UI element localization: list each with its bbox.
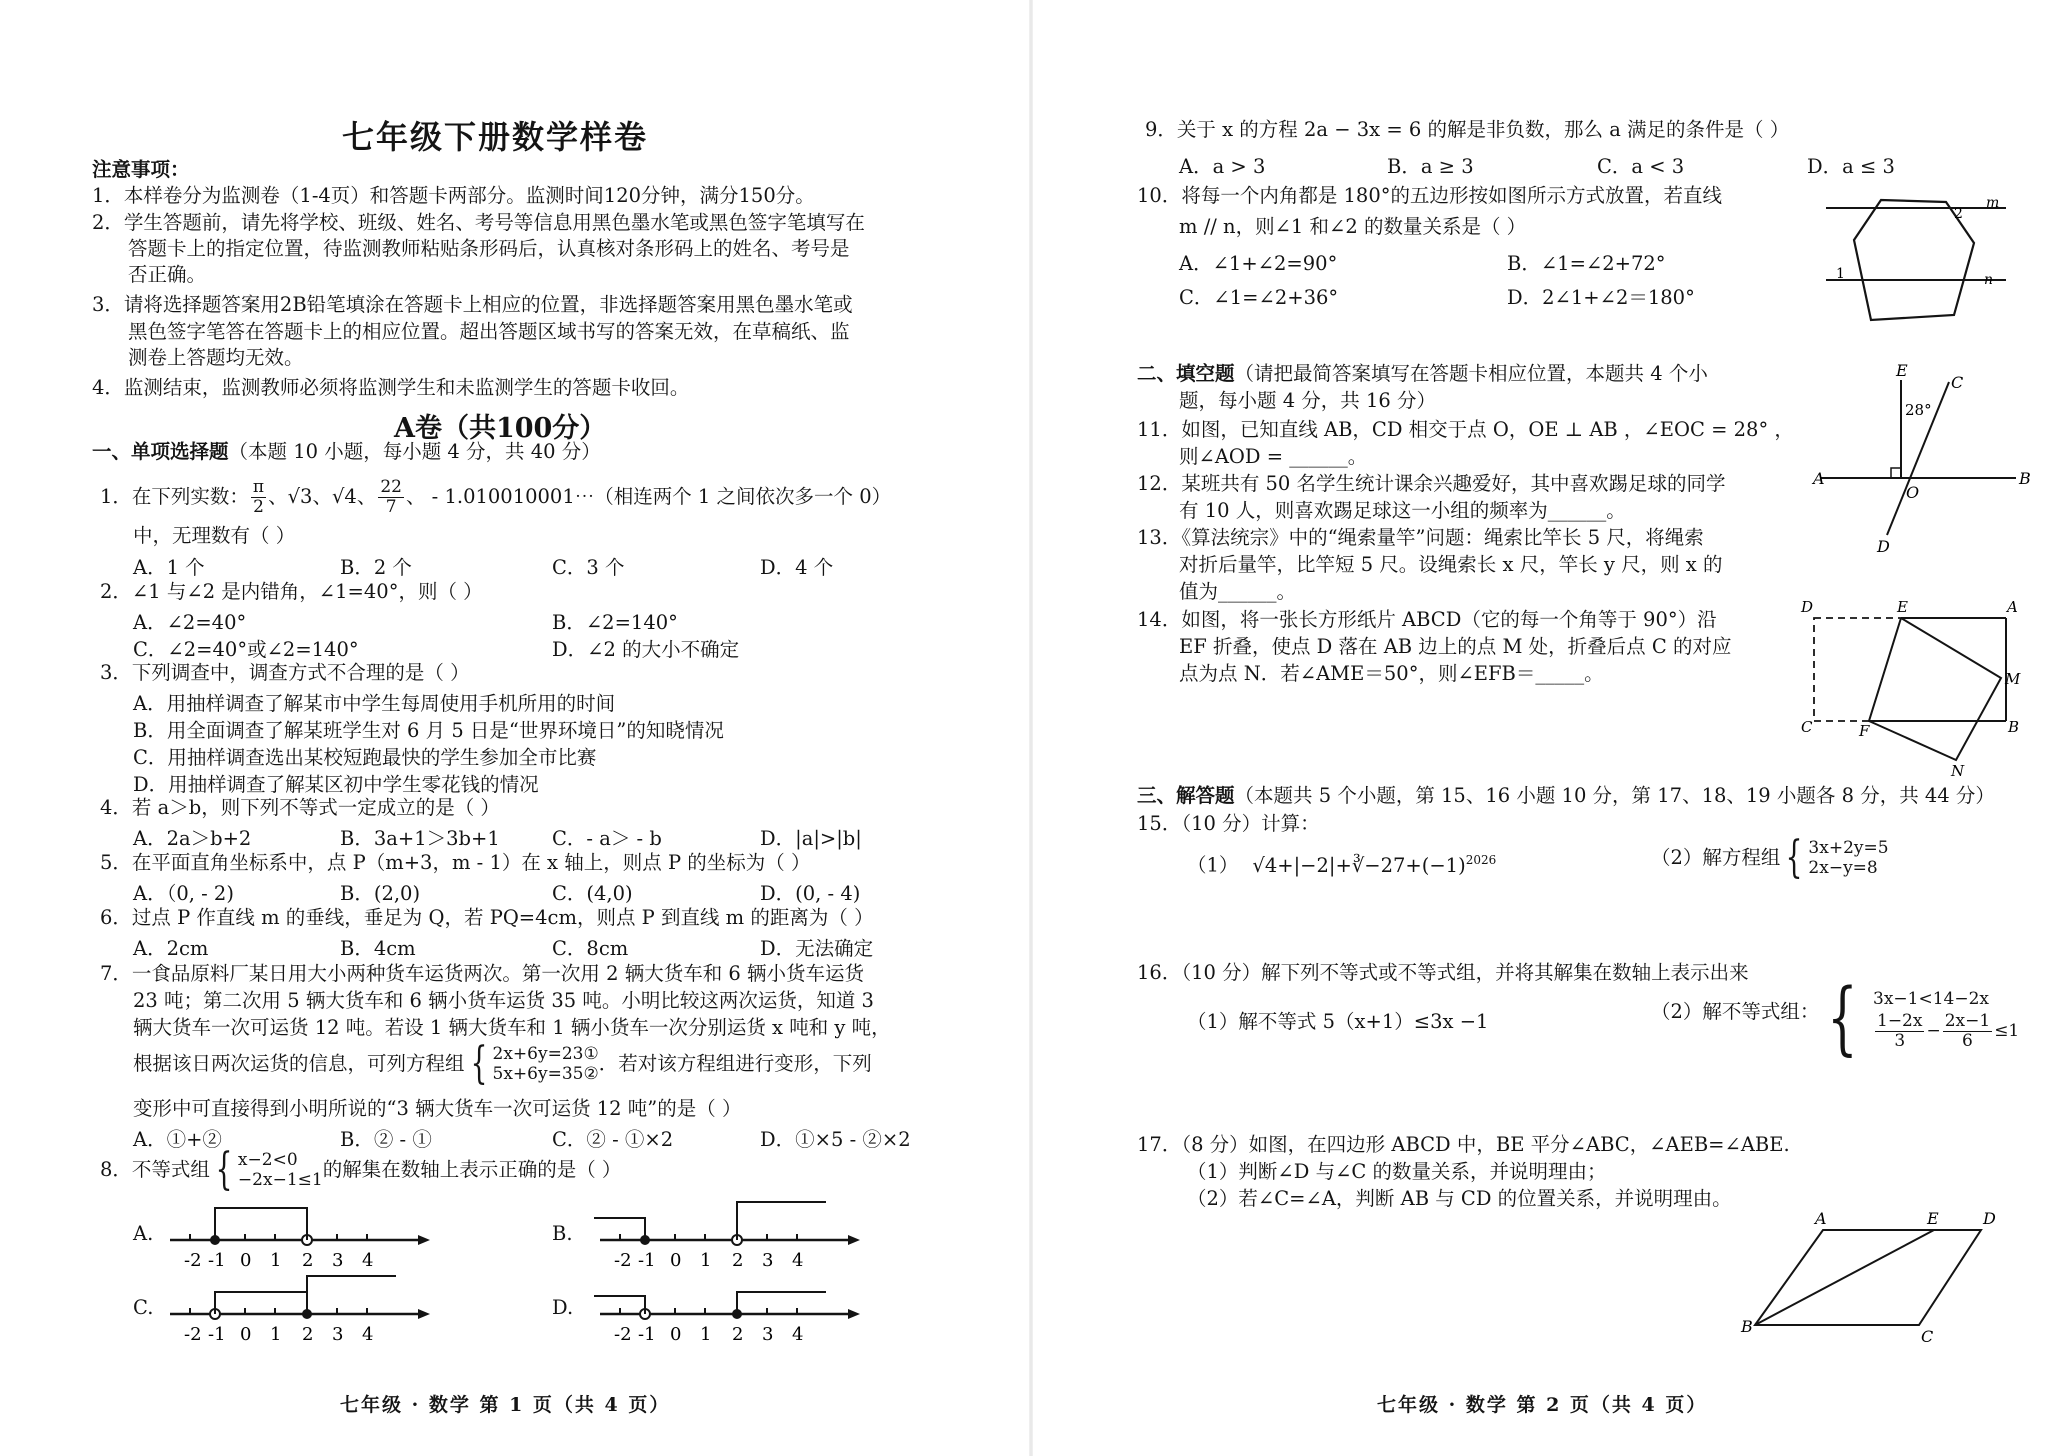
q1-prefix: 1．在下列实数： xyxy=(100,485,249,508)
tick-label: 0 xyxy=(240,1324,252,1345)
tick-label: -2 xyxy=(614,1250,632,1271)
q8-option-b-numberline xyxy=(590,1192,860,1272)
q7-line3: 辆大货车一次可运货 12 吨。若设 1 辆大货车和 1 辆小货车一次分别运货 x 吨和 y 吨， xyxy=(133,1016,891,1039)
q1-option-c: C．3 个 xyxy=(552,556,625,579)
q3-stem: 3．下列调查中，调查方式不合理的是（ ） xyxy=(100,661,470,684)
q16-frac1 xyxy=(1875,1012,1924,1051)
q8-ineq2: −2x−1≤1 xyxy=(237,1170,323,1190)
q6-option-c: C．8cm xyxy=(552,937,629,960)
q7-option-a: A．①+② xyxy=(133,1128,222,1151)
label-M: M xyxy=(2005,670,2021,688)
q13-line3: 值为______。 xyxy=(1179,580,1297,603)
label-N: N xyxy=(1951,762,1965,780)
tick-label: -1 xyxy=(208,1324,226,1345)
q8-option-a-label: A. xyxy=(133,1222,154,1245)
q7-line5: 变形中可直接得到小明所说的“3 辆大货车一次可运货 12 吨”的是（ ） xyxy=(133,1097,742,1120)
label-A: A xyxy=(1815,1209,1827,1228)
q3-option-d: D．用抽样调查了解某区初中学生零花钱的情况 xyxy=(133,773,539,796)
label-E: E xyxy=(1897,598,1908,616)
notice-2: 2．学生答题前，请先将学校、班级、姓名、考号等信息用黑色墨水笔或黑色签字笔填写在 xyxy=(92,211,865,234)
q8-brace: { xyxy=(215,1144,233,1195)
q8-suffix: 的解集在数轴上表示正确的是（ ） xyxy=(322,1158,622,1181)
q1-pi: π xyxy=(252,477,265,497)
tick-label: 0 xyxy=(670,1324,682,1345)
tick-label: 1 xyxy=(270,1324,282,1345)
label-D: D xyxy=(1801,598,1814,616)
q7-option-d: D．①×5 - ②×2 xyxy=(760,1128,911,1151)
part1-desc: （本题 10 小题，每小题 4 分，共 40 分） xyxy=(228,440,601,463)
q13-line2: 对折后量竿，比竿短 5 尺。设绳索长 x 尺，竿长 y 尺，则 x 的 xyxy=(1179,553,1723,576)
q7-brace: { xyxy=(470,1038,487,1089)
q17-quadrilateral-figure xyxy=(1711,1200,2031,1350)
notice-2-cont: 答题卡上的指定位置，待监测教师粘贴条形码后，认真核对条形码上的姓名、考号是 xyxy=(128,237,850,260)
part2-label: 二、填空题 xyxy=(1137,362,1235,385)
label-O: O xyxy=(1906,483,1920,502)
q1-option-a: A．1 个 xyxy=(133,556,205,579)
q15-part1 xyxy=(1187,848,1496,878)
label-D: D xyxy=(1983,1209,1996,1228)
q17-line2: （1）判断∠D 与∠C 的数量关系，并说明理由； xyxy=(1187,1160,1607,1183)
q5-option-d: D．(0, - 4) xyxy=(760,882,861,905)
q2-option-c: C．∠2=40°或∠2=140° xyxy=(133,638,359,661)
q10-pentagon-figure xyxy=(1776,180,2016,330)
label-A: A xyxy=(2007,598,2018,616)
part2-desc: （请把最简答案填写在答题卡相应位置，本题共 4 个小 xyxy=(1234,362,1708,385)
q14-line1: 14．如图，将一张长方形纸片 ABCD（它的每一个角等于 90°）沿 xyxy=(1137,608,1717,631)
q4-option-a: A．2a＞b+2 xyxy=(133,827,252,850)
rectangle-ABCD xyxy=(1814,618,2006,721)
q6-stem: 6．过点 P 作直线 m 的垂线，垂足为 Q，若 PQ=4cm，则点 P 到直线 m 的距离为（ ） xyxy=(100,906,874,929)
q16-f1-num: 1−2x xyxy=(1877,1010,1923,1031)
q17-line1: 17．（8 分）如图，在四边形 ABCD 中，BE 平分∠ABC，∠AEB=∠ABE. xyxy=(1137,1133,1790,1156)
q16-stem: 16．（10 分）解下列不等式或不等式组，并将其解集在数轴上表示出来 xyxy=(1137,961,1749,984)
label-D: D xyxy=(1877,537,1890,556)
q16-system xyxy=(1817,971,2020,1064)
q9-option-b: B．a ≥ 3 xyxy=(1387,155,1474,178)
label-A: A xyxy=(1813,469,1825,488)
notice-3: 3．请将选择题答案用2B铅笔填涂在答题卡上相应的位置，非选择题答案用黑色墨水笔或 xyxy=(92,293,853,316)
q5-option-b: B．(2,0) xyxy=(340,882,421,905)
angle-28: 28° xyxy=(1905,401,1932,419)
q7-eq2: 5x+6y=35② xyxy=(492,1064,599,1084)
q4-option-b: B．3a+1＞3b+1 xyxy=(340,827,500,850)
q16-ineq1: 3x−1<14−2x xyxy=(1873,988,1989,1009)
tick-label: 2 xyxy=(302,1324,314,1345)
q16-f2-num: 2x−1 xyxy=(1944,1010,1991,1031)
q16-le1: ≤1 xyxy=(1994,1020,2020,1041)
q4-option-c: C．- a＞ - b xyxy=(552,827,662,850)
label-C: C xyxy=(1801,718,1813,736)
q12-line2: 有 10 人，则喜欢踢足球这一小组的频率为______。 xyxy=(1179,499,1626,522)
q1-stem: 1．在下列实数： $\frac{\pi}{2}$ 、√3、√4、 $\frac{22}{7}$ 、 - 1.010010001⋯（相连两个 1 之间依次多一个 0） xyxy=(100,477,892,517)
q16-minus: − xyxy=(1926,1020,1941,1041)
q14-folded-rectangle-figure xyxy=(1771,590,2031,790)
q3-option-c: C．用抽样调查选出某校短跑最快的学生参加全市比赛 xyxy=(133,746,597,769)
q16-brace: { xyxy=(1827,971,1858,1064)
page-footer-2: 七年级 · 数学 第 2 页（共 4 页） xyxy=(1377,1394,1708,1416)
q15-eq1: 3x+2y=5 xyxy=(1808,838,1889,858)
label-E: E xyxy=(1896,361,1908,380)
q8-inequalities xyxy=(238,1150,323,1190)
q8-option-d-label: D. xyxy=(552,1296,574,1319)
notice-3-cont2: 测卷上答题均无效。 xyxy=(128,346,304,369)
q7-sys-prefix: 根据该日两次运货的信息，可列方程组 xyxy=(133,1052,465,1075)
q8-option-b-label: B. xyxy=(552,1222,573,1245)
tick-label: 3 xyxy=(332,1324,344,1345)
tick-label: 4 xyxy=(362,1250,374,1271)
label-C: C xyxy=(1921,1327,1934,1346)
q3-option-b: B．用全面调查了解某班学生对 6 月 5 日是“世界环境日”的知晓情况 xyxy=(133,719,724,742)
tick-label: -1 xyxy=(208,1250,226,1271)
q15-part2 xyxy=(1651,832,1889,883)
q7-sys-suffix: ．若对该方程组进行变形，下列 xyxy=(598,1052,872,1075)
q7-eq1: 2x+6y=23① xyxy=(492,1044,599,1064)
tick-label: -2 xyxy=(614,1324,632,1345)
tick-label: 2 xyxy=(302,1250,314,1271)
tick-label: -1 xyxy=(638,1324,656,1345)
paper-title: 七年级下册数学样卷 xyxy=(342,118,649,156)
tick-label: 0 xyxy=(670,1250,682,1271)
q10-option-c: C．∠1=∠2+36° xyxy=(1179,286,1339,309)
q1-7: 7 xyxy=(385,497,397,517)
q13-line1: 13．《算法统宗》中的“绳索量竿”问题：绳索比竿长 5 尺，将绳索 xyxy=(1137,526,1704,549)
part3-heading xyxy=(1137,784,1995,808)
part3-label: 三、解答题 xyxy=(1137,784,1235,807)
q16-part1: （1）解不等式 5（x+1）≤3x −1 xyxy=(1187,1010,1489,1033)
q1-frac-22-7 xyxy=(378,478,404,517)
q10-line1: 10．将每一个内角都是 180°的五边形按如图所示方式放置，若直线 xyxy=(1137,184,1722,207)
folded-shape xyxy=(1869,618,2001,760)
tick-label: 3 xyxy=(762,1250,774,1271)
q1-sqrt3: √3 xyxy=(287,485,313,508)
q9-option-a: A．a > 3 xyxy=(1179,155,1266,178)
tick-label: 4 xyxy=(792,1250,804,1271)
q1-rest: 、 - 1.010010001⋯（相连两个 1 之间依次多一个 0） xyxy=(405,485,892,508)
q7-option-b: B．② - ① xyxy=(340,1128,432,1151)
q17-line3: （2）若∠C=∠A，判断 AB 与 CD 的位置关系，并说明理由。 xyxy=(1187,1187,1732,1210)
q7-option-c: C．② - ①×2 xyxy=(552,1128,674,1151)
q3-option-a: A．用抽样调查了解某市中学生每周使用手机所用的时间 xyxy=(133,692,616,715)
q15-p1-exponent: 2026 xyxy=(1465,853,1497,867)
q16-inequalities xyxy=(1873,986,2019,1051)
q16-frac2 xyxy=(1943,1012,1992,1051)
quadrilateral-ABCD xyxy=(1755,1230,1981,1325)
q16-ineq2 xyxy=(1873,1012,2019,1051)
notice-heading: 注意事项： xyxy=(92,158,190,181)
q5-option-c: C．(4,0) xyxy=(552,882,633,905)
q9-option-c: C．a < 3 xyxy=(1597,155,1685,178)
label-m: m xyxy=(1986,195,2000,211)
tick-label: 2 xyxy=(732,1324,744,1345)
label-B: B xyxy=(2008,718,2020,736)
q9-option-d: D．a ≤ 3 xyxy=(1807,155,1895,178)
q2-option-a: A．∠2=40° xyxy=(133,611,247,634)
q16-f1-den: 3 xyxy=(1894,1030,1906,1051)
segment-BE xyxy=(1755,1230,1934,1325)
part1-label: 一、单项选择题 xyxy=(92,440,229,463)
notice-2-cont2: 否正确。 xyxy=(128,263,207,286)
q11-line2: 则∠AOD = ______。 xyxy=(1179,445,1368,468)
part3-desc: （本题共 5 个小题，第 15、16 小题 10 分，第 17、18、19 小题各 8 分，共 44 分） xyxy=(1234,784,1995,807)
q6-option-a: A．2cm xyxy=(133,937,209,960)
q7-line1: 7．一食品原料厂某日用大小两种货车运货两次。第一次用 2 辆大货车和 6 辆小货车运货 xyxy=(100,962,865,985)
q11-line1: 11．如图，已知直线 AB，CD 相交于点 O，OE ⊥ AB ，∠EOC = 28° ， xyxy=(1137,418,1794,441)
q10-option-a: A．∠1+∠2=90° xyxy=(1179,252,1338,275)
q8-option-c-label: C. xyxy=(133,1296,154,1319)
q15-p1-label: （1） xyxy=(1187,853,1239,877)
label-n: n xyxy=(1984,272,1994,288)
label-B: B xyxy=(1741,1317,1753,1336)
q14-line2: EF 折叠，使点 D 落在 AB 边上的点 M 处，折叠后点 C 的对应 xyxy=(1179,635,1732,658)
part2-heading xyxy=(1137,362,1708,386)
q15-stem: 15．（10 分）计算： xyxy=(1137,812,1320,835)
q2-option-d: D．∠2 的大小不确定 xyxy=(552,638,740,661)
q8-option-d-numberline xyxy=(590,1266,860,1346)
q15-p1-expr: √4+|−2|+∛−27+(−1) xyxy=(1252,853,1466,877)
q4-option-d: D．|a|>|b| xyxy=(760,827,862,850)
label-C: C xyxy=(1951,373,1964,392)
q15-p2-label: （2）解方程组 xyxy=(1651,846,1781,869)
q1-sqrt4: √4 xyxy=(331,485,357,508)
tick-label: 1 xyxy=(270,1250,282,1271)
q4-stem: 4．若 a＞b，则下列不等式一定成立的是（ ） xyxy=(100,796,500,819)
q2-stem: 2．∠1 与∠2 是内错角，∠1=40°，则（ ） xyxy=(100,580,483,603)
q6-option-b: B．4cm xyxy=(340,937,416,960)
q10-option-d: D．2∠1+∠2＝180° xyxy=(1507,286,1695,309)
q8-option-c-numberline xyxy=(160,1266,430,1346)
tick-label: 2 xyxy=(732,1250,744,1271)
tick-label: 4 xyxy=(792,1324,804,1345)
q1-option-b: B．2 个 xyxy=(340,556,412,579)
q15-equations xyxy=(1808,838,1888,878)
tick-label: 1 xyxy=(700,1324,712,1345)
q1-option-d: D．4 个 xyxy=(760,556,834,579)
label-F: F xyxy=(1859,722,1870,740)
tick-label: 4 xyxy=(362,1324,374,1345)
q14-line3: 点为点 N．若∠AME＝50°，则∠EFB＝_____。 xyxy=(1179,662,1604,685)
tick-label: 0 xyxy=(240,1250,252,1271)
q6-option-d: D．无法确定 xyxy=(760,937,874,960)
q8-ineq1: x−2<0 xyxy=(237,1150,298,1170)
tick-label: 3 xyxy=(332,1250,344,1271)
q8-prefix: 8．不等式组 xyxy=(100,1158,210,1181)
q7-line2: 23 吨；第二次用 5 辆大货车和 6 辆小货车运货 35 吨。小明比较这两次运货，知道 3 xyxy=(133,989,874,1012)
tick-label: -2 xyxy=(184,1324,202,1345)
notice-4: 4．监测结束，监测教师必须将监测学生和未监测学生的答题卡收回。 xyxy=(92,376,690,399)
q8-stem xyxy=(100,1144,622,1195)
q1-22: 22 xyxy=(380,477,402,497)
tick-label: 1 xyxy=(700,1250,712,1271)
section-a-title: A卷（共100分） xyxy=(394,413,607,444)
q7-system-line xyxy=(133,1038,872,1089)
q16-part2-label: （2）解不等式组： xyxy=(1651,1000,1820,1023)
label-B: B xyxy=(2019,469,2031,488)
exam-page-2 xyxy=(1031,0,2062,1456)
tick-label: 3 xyxy=(762,1324,774,1345)
q7-equations xyxy=(493,1044,599,1084)
q12-line1: 12．某班共有 50 名学生统计课余兴趣爱好，其中喜欢踢足球的同学 xyxy=(1137,472,1726,495)
q15-eq2: 2x−y=8 xyxy=(1808,858,1878,878)
q8-option-a-numberline xyxy=(160,1192,430,1272)
part2-desc-line2: 题，每小题 4 分，共 16 分） xyxy=(1179,389,1437,412)
q10-option-b: B．∠1=∠2+72° xyxy=(1507,252,1666,275)
part1-heading xyxy=(92,440,601,464)
label-E: E xyxy=(1927,1209,1939,1228)
q5-option-a: A．（0, - 2) xyxy=(133,882,234,905)
q16-f2-den: 6 xyxy=(1962,1030,1973,1051)
tick-label: -1 xyxy=(638,1250,656,1271)
q5-stem: 5．在平面直角坐标系中，点 P（m+3，m - 1）在 x 轴上，则点 P 的坐标为（ ） xyxy=(100,851,811,874)
q2-option-b: B．∠2=140° xyxy=(552,611,678,634)
q11-intersecting-lines-figure xyxy=(1791,360,2031,560)
angle-2: 2 xyxy=(1954,206,1963,222)
page-footer-1: 七年级 · 数学 第 1 页（共 4 页） xyxy=(340,1394,671,1416)
q1-two: 2 xyxy=(253,497,264,517)
notice-3-cont: 黑色签字笔答在答题卡上的相应位置。超出答题区域书写的答案无效，在草稿纸、监 xyxy=(128,320,850,343)
tick-label: -2 xyxy=(184,1250,202,1271)
q15-brace: { xyxy=(1786,832,1803,883)
q1-frac-pi xyxy=(251,478,266,517)
q1-stem-line2: 中，无理数有（ ） xyxy=(133,524,296,547)
q9-stem: 9．关于 x 的方程 2a − 3x = 6 的解是非负数，那么 a 满足的条件是（ ） xyxy=(1145,118,1790,141)
angle-1: 1 xyxy=(1836,266,1845,282)
notice-1: 1．本样卷分为监测卷（1-4页）和答题卡两部分。监测时间120分钟，满分150分。 xyxy=(92,184,815,207)
q10-line2: m // n，则∠1 和∠2 的数量关系是（ ） xyxy=(1179,215,1527,238)
